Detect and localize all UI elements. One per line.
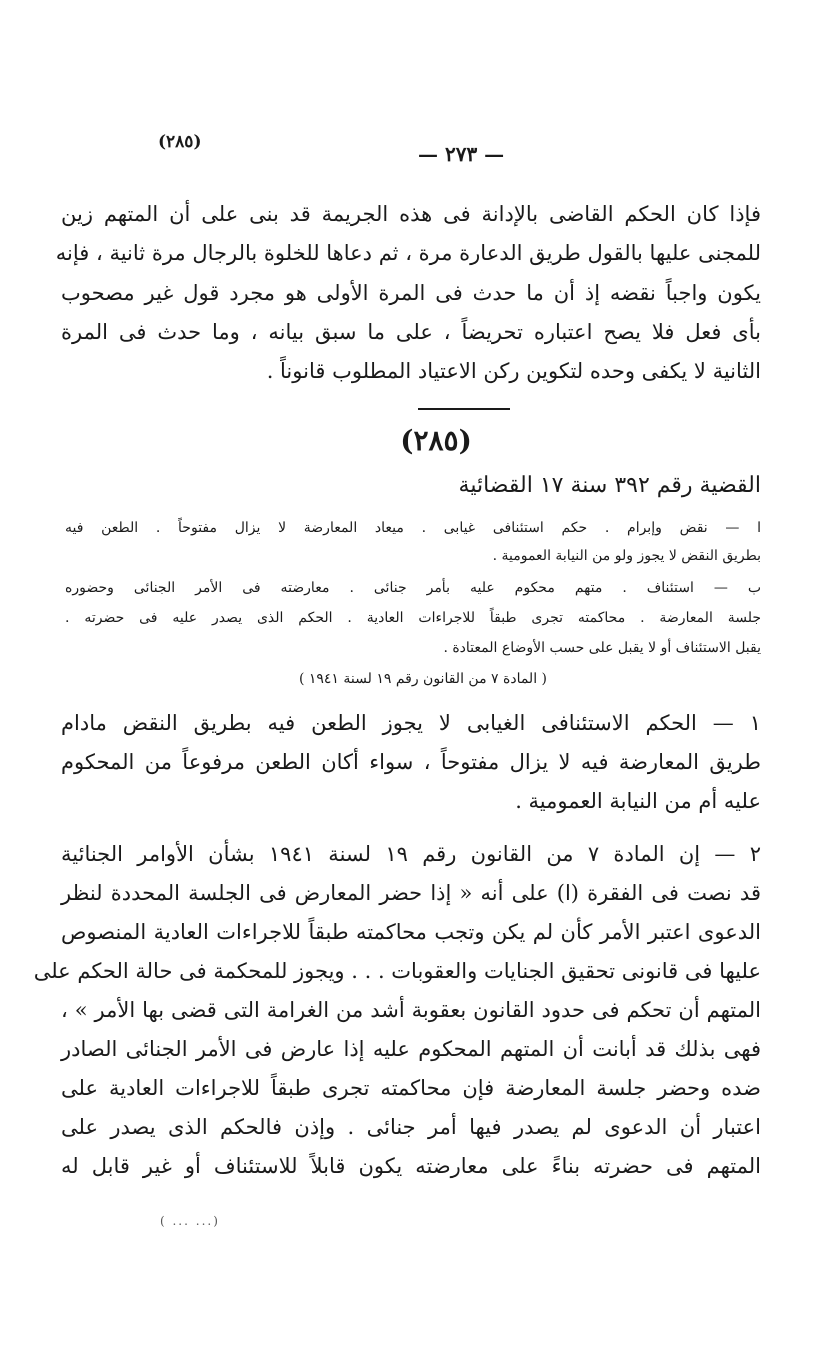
summary-line: يقبل الاستئناف أو لا يقبل على حسب الأوضاع المعتادة . (443, 640, 761, 656)
summary-line: جلسة المعارضة . محاكمته تجرى طبقاً للاجراءات العادية . الحكم الذى يصدر عليه فى حضرته . (65, 610, 761, 626)
summary-line: ا — نقض وإبرام . حكم استئنافى غيابى . ميعاد المعارضة لا يزال مفتوحاً . الطعن فيه (65, 520, 761, 536)
paragraph-line: ٢ — إن المادة ٧ من القانون رقم ١٩ لسنة ١٩٤١ بشأن الأوامر الجنائية (61, 842, 761, 866)
legal-reference: ( المادة ٧ من القانون رقم ١٩ لسنة ١٩٤١ ) (298, 671, 547, 687)
section-divider (418, 408, 510, 410)
case-reference-header: (٢٨٥) (158, 132, 202, 152)
paragraph-line: الثانية لا يكفى وحده لتكوين ركن الاعتياد المطلوب قانوناً . (266, 359, 761, 383)
paragraph-line: فهى بذلك قد أبانت أن المتهم المحكوم عليه إذا عارض فى الأمر الجنائى الصادر (61, 1037, 761, 1061)
paragraph-line: فإذا كان الحكم القاضى بالإدانة فى هذه الجريمة قد بنى على أن المتهم زين (61, 202, 761, 226)
paragraph-line: اعتبار أن الدعوى لم يصدر فيها أمر جنائى . وإذن فالحكم الذى يصدر على (61, 1115, 761, 1139)
summary-line: ب — استئناف . متهم محكوم عليه بأمر جنائى . معارضته فى الأمر الجنائى وحضوره (65, 580, 761, 596)
paragraph-line: ١ — الحكم الاستئنافى الغيابى لا يجوز الطعن فيه بطريق النقض مادام (61, 711, 761, 735)
paragraph-line: يكون واجباً نقضه إذ أن ما حدث فى المرة الأولى هو مجرد قول غير مصحوب (61, 281, 761, 305)
paragraph-line: المتهم أن تحكم فى حدود القانون بعقوبة أشد من الغرامة التى قضى بها الأمر » ، (61, 998, 761, 1022)
paragraph-line: الدعوى اعتبر الأمر كأن لم يكن وتجب محاكمته طبقاً للاجراءات العادية المنصوص (61, 920, 761, 944)
paragraph-line: طريق المعارضة فيه لا يزال مفتوحاً ، سواء أكان الطعن مرفوعاً من المحكوم (61, 750, 761, 774)
paragraph-line: ضده وحضر جلسة المعارضة فإن محاكمته تجرى طبقاً للاجراءات العادية على (61, 1076, 761, 1100)
case-title: القضية رقم ٣٩٢ سنة ١٧ القضائية (458, 473, 761, 498)
paragraph-line: بأى فعل فلا يصح اعتباره تحريضاً ، على ما سبق بيانه ، وما حدث فى المرة (61, 320, 761, 344)
footer-catchword: ( ... ...) (160, 1214, 220, 1228)
paragraph-line: للمجنى عليها بالقول طريق الدعارة مرة ، ثم دعاها للخلوة بالرجال مرة ثانية ، فإنه (55, 241, 761, 265)
paragraph-line: عليها فى قانونى تحقيق الجنايات والعقوبات . . . ويجوز للمحكمة فى حالة الحكم على (33, 959, 761, 983)
page-number: — ٢٧٣ — (418, 142, 505, 166)
paragraph-line: عليه أم من النيابة العمومية . (515, 789, 761, 813)
paragraph-line: قد نصت فى الفقرة (ا) على أنه « إذا حضر المعارض فى الجلسة المحددة لنظر (61, 881, 761, 905)
paragraph-line: المتهم فى حضرته بناءً على معارضته يكون قابلاً للاستئناف أو غير قابل له (61, 1154, 761, 1178)
case-number-heading: (٢٨٥) (400, 424, 472, 457)
summary-line: بطريق النقض لا يجوز ولو من النيابة العمومية . (492, 548, 761, 564)
